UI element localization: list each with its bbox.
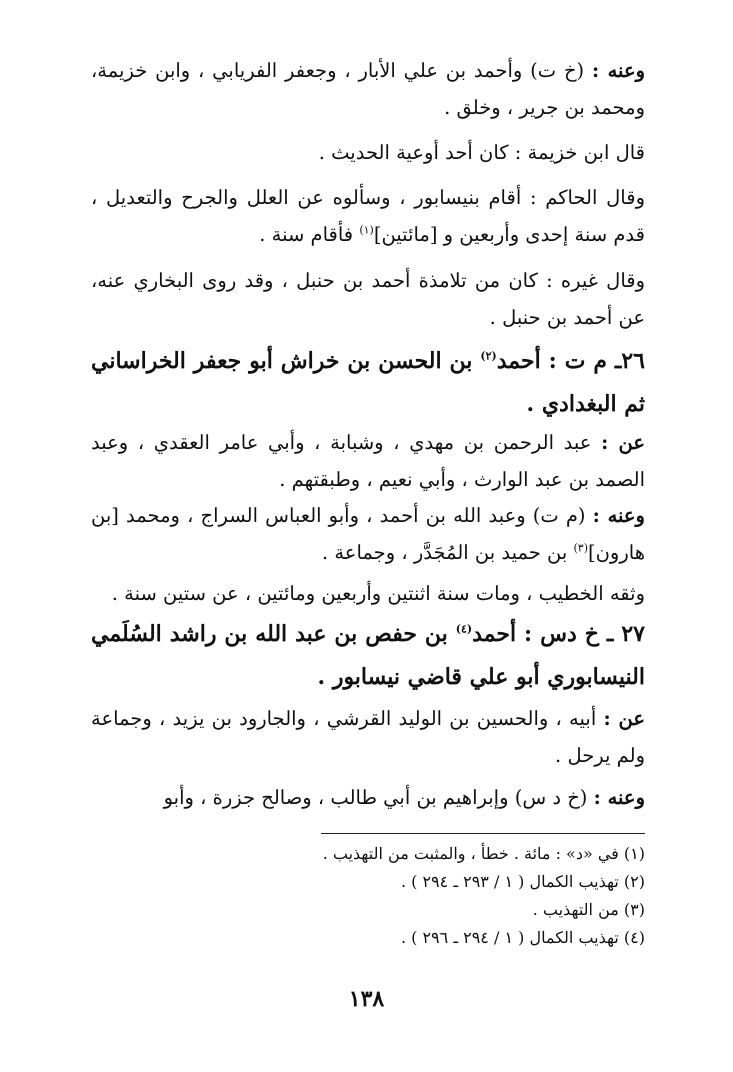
footnote-ref-2: (٢) [480,349,497,363]
entry-26-by [91,497,645,571]
lead-label: وعنه : [591,59,645,82]
lead-label: عن : [603,707,645,730]
entry-heading-text: بن الحسن بن خراش أبو جعفر الخراساني ثم البغدادي . [91,348,645,417]
entry-27-by [91,779,645,816]
footnote-2: (٢) تهذيب الكمال ( ١ / ٢٩٣ ـ ٢٩٤ ) . [400,872,645,891]
paragraph-al-hakim [91,179,645,253]
entry-heading-text: بن حفص بن عبد الله بن راشد السُلَمي النيسابوري أبو علي قاضي نيسابور . [91,621,645,690]
footnote-ref-4: (٤) [455,622,473,636]
lead-label: وعنه : [593,786,645,809]
entry-26-from [91,424,645,498]
footnote-4: (٤) تهذيب الكمال ( ١ / ٢٩٤ ـ ٢٩٦ ) . [400,928,645,947]
footnote-separator [321,833,645,834]
paragraph-text: (خ ت) وأحمد بن علي الأبار ، وجعفر الفريابي ، وابن خزيمة، ومحمد بن جرير ، وخلق . [91,59,645,119]
paragraph-text: وقال الحاكم : أقام بنيسابور ، وسألوه عن العلل والجرح والتعديل ، قدم سنة إحدى وأربعين و [مائتين] [91,186,645,246]
paragraph-tail: بن حميد بن المُجَدَّر ، وجماعة . [321,541,574,564]
paragraph-ibn-khuzayma [91,134,645,171]
entry-26-note [91,575,645,612]
paragraph-text: وثقه الخطيب ، ومات سنة اثنتين وأربعين ومائتين ، عن ستين سنة . [111,582,645,605]
entry-heading-text: ٢٧ ـ خ دس : أحمد [472,621,645,647]
paragraph-text: قال ابن خزيمة : كان أحد أوعية الحديث . [318,141,645,164]
lead-label: عن : [601,431,646,454]
paragraph-text: أبيه ، والحسين بن الوليد القرشي ، والجارود بن يزيد ، وجماعة ولم يرحل . [91,707,645,767]
paragraph-others [91,262,645,336]
paragraph-text: وقال غيره : كان من تلامذة أحمد بن حنبل ، وقد روى البخاري عنه، عن أحمد بن حنبل . [91,269,645,329]
paragraph-tail: فأقام سنة . [259,223,360,246]
paragraph-text: (خ د س) وإبراهيم بن أبي طالب ، وصالح جزرة ، وأبو [163,786,594,809]
page-number: ١٣٨ [348,986,385,1012]
paragraph-narrators-from [91,52,645,126]
entry-27-heading [91,613,645,699]
entry-26-heading [91,340,645,426]
footnote-ref-3: (٣) [573,541,588,555]
lead-label: وعنه : [592,504,645,527]
footnote-1: (١) في «د» : مائة . خطأ ، والمثبت من التهذيب . [322,844,645,863]
footnote-ref-1: (١) [359,223,374,237]
paragraph-text: (م ت) وعبد الله بن أحمد ، وأبو العباس السراج ، ومحمد [بن هارون] [91,504,645,564]
footnote-3: (٣) من التهذيب . [532,900,645,919]
paragraph-text: عبد الرحمن بن مهدي ، وشبابة ، وأبي عامر العقدي ، وعبد الصمد بن عبد الوارث ، وأبي نعيم ، وطبقتهم . [91,431,645,491]
entry-heading-text: ٢٦ـ م ت : أحمد [496,348,645,374]
entry-27-from [91,700,645,774]
